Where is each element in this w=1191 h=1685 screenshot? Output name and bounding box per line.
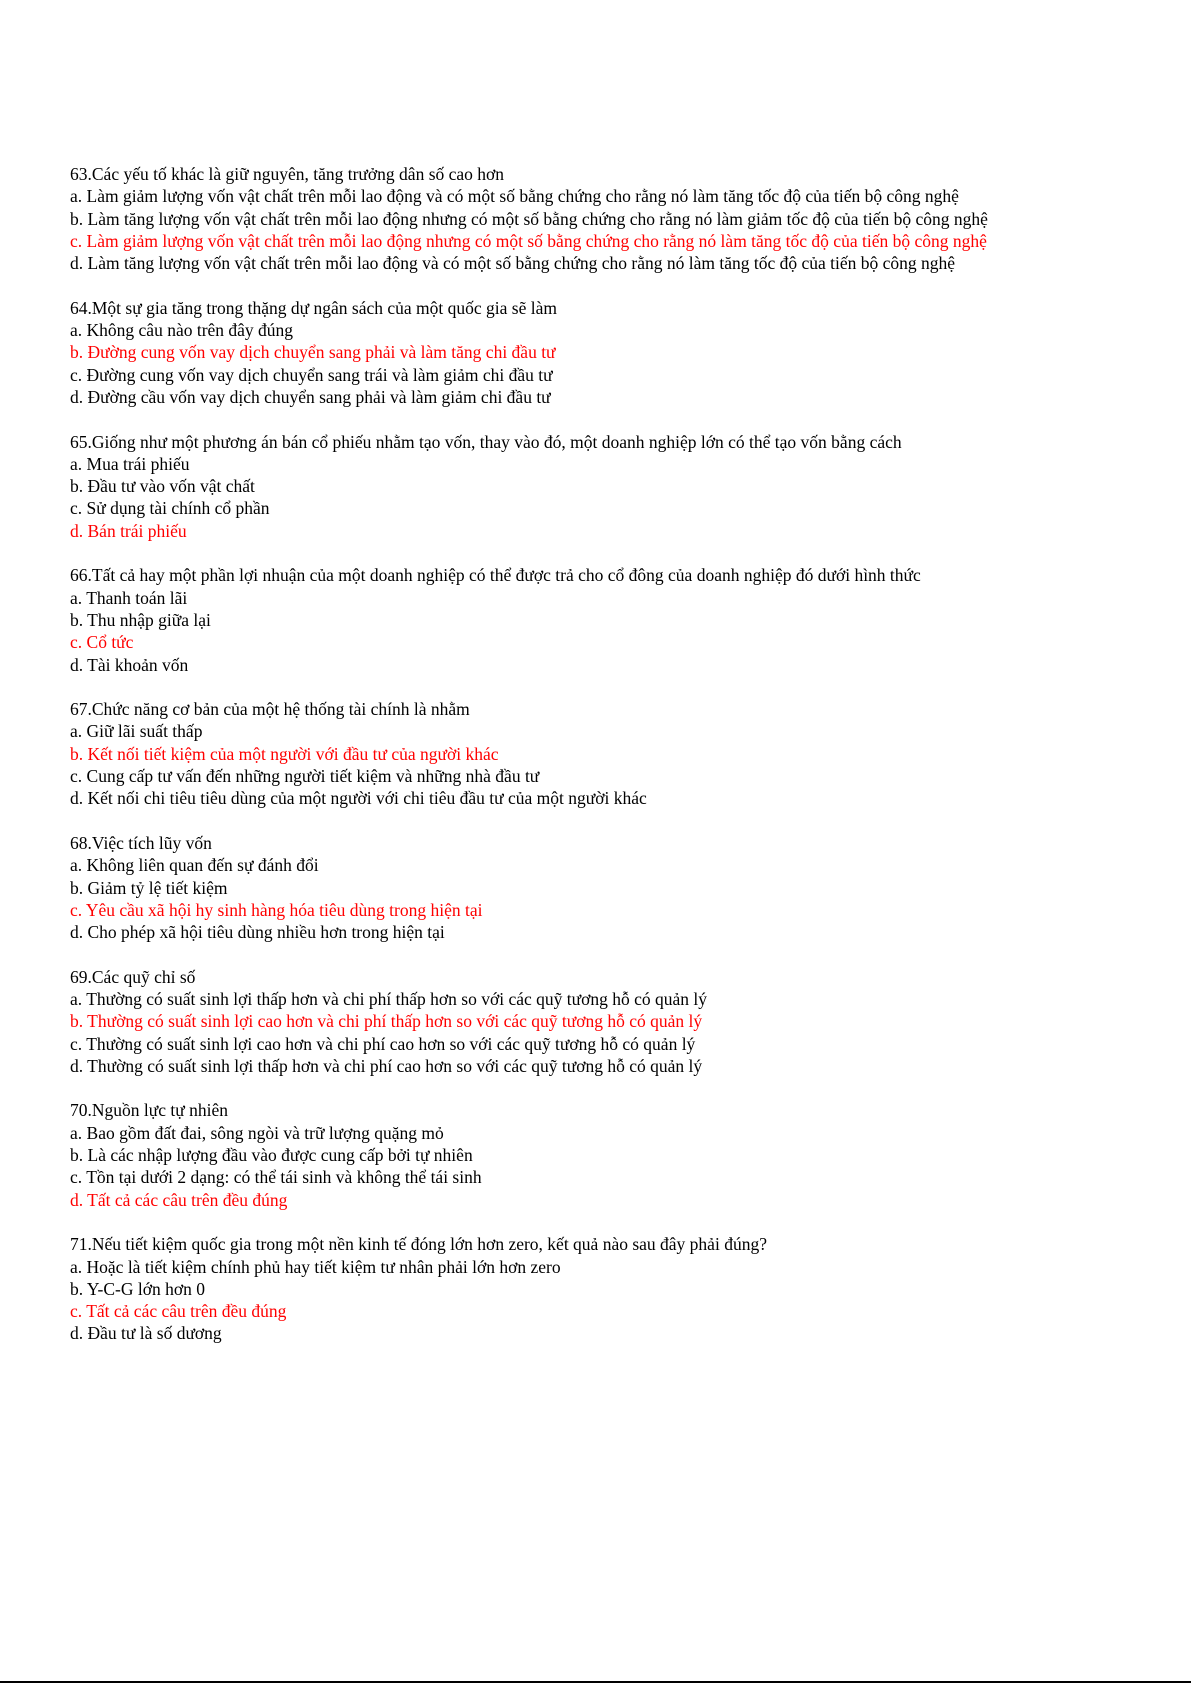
- option-b: b. Giảm tỷ lệ tiết kiệm: [70, 877, 228, 898]
- question-list: [70, 163, 1030, 1367]
- option-a: a. Giữ lãi suất thấp: [70, 721, 203, 742]
- option-c-correct: c. Tất cả các câu trên đều đúng: [70, 1301, 287, 1322]
- question-65: [70, 431, 1030, 542]
- option-c: c. Thường có suất sinh lợi cao hơn và chi phí cao hơn so với các quỹ tương hỗ có quản lý: [70, 1033, 696, 1054]
- option-c-correct: c. Làm giảm lượng vốn vật chất trên mỗi lao động nhưng có một số bằng chứng cho rằng nó làm tăng tốc độ của tiến bộ công nghệ: [70, 230, 987, 251]
- question-title: 71.Nếu tiết kiệm quốc gia trong một nền kinh tế đóng lớn hơn zero, kết quả nào sau đây phải đúng?: [70, 1234, 767, 1255]
- option-d: d. Kết nối chi tiêu tiêu dùng của một người với chi tiêu đầu tư của một người khác: [70, 788, 647, 809]
- option-b: b. Thu nhập giữa lại: [70, 609, 211, 630]
- question-68: [70, 832, 1030, 943]
- question-66: [70, 564, 1030, 675]
- option-a: a. Mua trái phiếu: [70, 453, 190, 474]
- option-b-correct: b. Thường có suất sinh lợi cao hơn và chi phí thấp hơn so với các quỹ tương hỗ có quản lý: [70, 1011, 703, 1032]
- option-a: a. Không câu nào trên đây đúng: [70, 320, 294, 341]
- question-title: 63.Các yếu tố khác là giữ nguyên, tăng trưởng dân số cao hơn: [70, 164, 505, 184]
- option-b-correct: b. Đường cung vốn vay dịch chuyển sang phải và làm tăng chi đầu tư: [70, 342, 556, 363]
- option-d: d. Đầu tư là số dương: [70, 1323, 222, 1344]
- option-d: d. Thường có suất sinh lợi thấp hơn và chi phí cao hơn so với các quỹ tương hỗ có quản lý: [70, 1055, 703, 1076]
- option-c: c. Cung cấp tư vấn đến những người tiết kiệm và những nhà đầu tư: [70, 766, 540, 787]
- option-d-correct: d. Tất cả các câu trên đều đúng: [70, 1189, 288, 1210]
- option-a: a. Hoặc là tiết kiệm chính phủ hay tiết kiệm tư nhân phải lớn hơn zero: [70, 1256, 561, 1277]
- question-67: [70, 698, 1030, 809]
- question-title: 70.Nguồn lực tự nhiên: [70, 1100, 228, 1121]
- option-b: b. Đầu tư vào vốn vật chất: [70, 476, 255, 497]
- option-c: c. Sử dụng tài chính cổ phần: [70, 498, 270, 519]
- option-d: d. Làm tăng lượng vốn vật chất trên mỗi lao động và có một số bằng chứng cho rằng nó làm tăng tốc độ của tiến bộ công nghệ: [70, 253, 956, 274]
- option-b: b. Là các nhập lượng đầu vào được cung cấp bởi tự nhiên: [70, 1145, 473, 1166]
- question-title: 66.Tất cả hay một phần lợi nhuận của một doanh nghiệp có thể được trả cho cổ đông của doanh nghiệp đó dưới hình thức: [70, 565, 921, 586]
- option-d: d. Đường cầu vốn vay dịch chuyển sang phải và làm giảm chi đầu tư: [70, 386, 551, 407]
- option-d-correct: d. Bán trái phiếu: [70, 520, 187, 541]
- option-a: a. Không liên quan đến sự đánh đổi: [70, 855, 319, 876]
- option-a: a. Bao gồm đất đai, sông ngòi và trữ lượng quặng mỏ: [70, 1122, 444, 1143]
- option-c-correct: c. Cổ tức: [70, 632, 134, 653]
- option-d: d. Cho phép xã hội tiêu dùng nhiều hơn trong hiện tại: [70, 922, 445, 943]
- option-a: a. Thanh toán lãi: [70, 587, 188, 608]
- option-a: a. Thường có suất sinh lợi thấp hơn và chi phí thấp hơn so với các quỹ tương hỗ có quản lý: [70, 988, 707, 1009]
- question-64: [70, 297, 1030, 408]
- question-title: 69.Các quỹ chỉ số: [70, 966, 196, 987]
- question-71: [70, 1233, 1030, 1344]
- question-63: [70, 163, 1030, 274]
- option-d: d. Tài khoản vốn: [70, 654, 189, 675]
- option-b: b. Làm tăng lượng vốn vật chất trên mỗi lao động nhưng có một số bằng chứng cho rằng nó làm giảm tốc độ của tiến bộ công nghệ: [70, 208, 988, 229]
- option-a: a. Làm giảm lượng vốn vật chất trên mỗi lao động và có một số bằng chứng cho rằng nó làm tăng tốc độ của tiến bộ công nghệ: [70, 186, 959, 207]
- option-c: c. Đường cung vốn vay dịch chuyển sang trái và làm giảm chi đầu tư: [70, 364, 553, 385]
- option-c: c. Tồn tại dưới 2 dạng: có thể tái sinh và không thể tái sinh: [70, 1167, 482, 1188]
- option-b-correct: b. Kết nối tiết kiệm của một người với đầu tư của người khác: [70, 743, 499, 764]
- option-c-correct: c. Yêu cầu xã hội hy sinh hàng hóa tiêu dùng trong hiện tại: [70, 899, 483, 920]
- question-title: 65.Giống như một phương án bán cổ phiếu nhằm tạo vốn, thay vào đó, một doanh nghiệp lớn có thể tạo vốn bằng cách: [70, 431, 902, 452]
- page-bottom-rule: [0, 1681, 1191, 1683]
- question-title: 64.Một sự gia tăng trong thặng dự ngân sách của một quốc gia sẽ làm: [70, 297, 557, 318]
- question-title: 68.Việc tích lũy vốn: [70, 832, 212, 853]
- question-70: [70, 1099, 1030, 1210]
- question-69: [70, 966, 1030, 1077]
- question-title: 67.Chức năng cơ bản của một hệ thống tài chính là nhằm: [70, 699, 470, 720]
- option-b: b. Y-C-G lớn hơn 0: [70, 1278, 206, 1299]
